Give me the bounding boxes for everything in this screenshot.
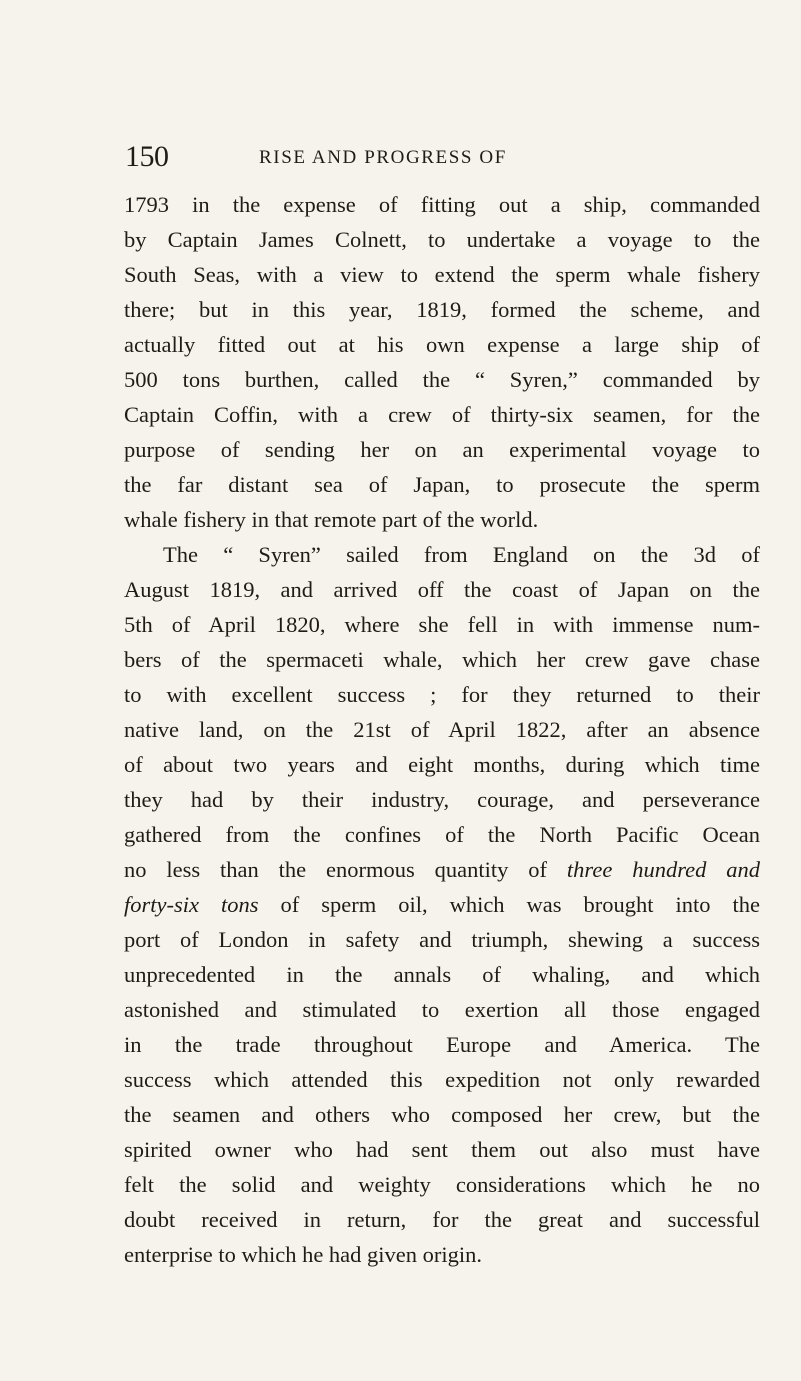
text-segment: no less than the enormous quantity of xyxy=(124,857,548,882)
text-line: whale fishery in that remote part of the world. xyxy=(124,507,539,532)
text-line: of about two years and eight months, during which time xyxy=(124,752,760,777)
text-line: spirited owner who had sent them out also must have xyxy=(124,1137,760,1162)
text-line: August 1819, and arrived off the coast of Japan on the xyxy=(124,577,760,602)
text-line xyxy=(124,852,760,887)
text-line: the seamen and others who composed her crew, but the xyxy=(124,1102,760,1127)
text-line: actually fitted out at his own expense a large ship of xyxy=(124,332,760,357)
text-line xyxy=(124,887,760,922)
page-header xyxy=(125,137,755,177)
text-line: gathered from the confines of the North Pacific Ocean xyxy=(124,822,760,847)
text-line: 1793 in the expense of fitting out a ship, commanded xyxy=(124,192,760,217)
text-line: purpose of sending her on an experimental voyage to xyxy=(124,437,760,462)
text-line: 5th of April 1820, where she fell in with immense num- xyxy=(124,612,760,637)
text-line: success which attended this expedition not only rewarded xyxy=(124,1067,760,1092)
body-text xyxy=(124,187,760,1272)
page-number: 150 xyxy=(125,140,169,173)
text-line: by Captain James Colnett, to undertake a voyage to the xyxy=(124,227,760,252)
text-line: bers of the spermaceti whale, which her crew gave chase xyxy=(124,647,760,672)
text-line: port of London in safety and triumph, shewing a success xyxy=(124,927,760,952)
text-line: unprecedented in the annals of whaling, and which xyxy=(124,962,760,987)
text-line: felt the solid and weighty considerations which he no xyxy=(124,1172,760,1197)
text-line: doubt received in return, for the great and successful xyxy=(124,1207,760,1232)
italic-phrase: forty-six tons xyxy=(124,892,259,917)
text-line: the far distant sea of Japan, to prosecute the sperm xyxy=(124,472,760,497)
running-head: RISE AND PROGRESS OF xyxy=(259,147,507,168)
text-line: in the trade throughout Europe and America. The xyxy=(124,1032,760,1057)
text-line: there; but in this year, 1819, formed the scheme, and xyxy=(124,297,760,322)
italic-phrase: three hundred and xyxy=(566,857,760,882)
text-line: to with excellent success ; for they returned to their xyxy=(124,682,760,707)
text-line: 500 tons burthen, called the “ Syren,” commanded by xyxy=(124,367,760,392)
text-line: native land, on the 21st of April 1822, after an absence xyxy=(124,717,760,742)
text-line: South Seas, with a view to extend the sperm whale fishery xyxy=(124,262,760,287)
text-line: enterprise to which he had given origin. xyxy=(124,1242,483,1267)
text-line: astonished and stimulated to exertion all those engaged xyxy=(124,997,760,1022)
text-segment: of sperm oil, which was brought into the xyxy=(280,892,760,917)
text-line: they had by their industry, courage, and perseverance xyxy=(124,787,760,812)
text-line: Captain Coffin, with a crew of thirty-six seamen, for the xyxy=(124,402,760,427)
text-line: The “ Syren” sailed from England on the 3d of xyxy=(163,542,760,567)
